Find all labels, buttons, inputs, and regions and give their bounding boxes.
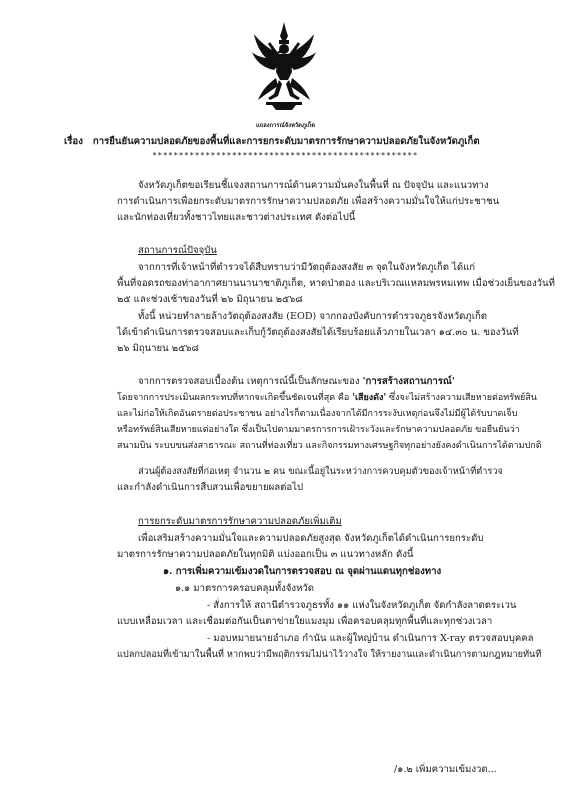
paragraph-line: และไม่ก่อให้เกิดอันตรายต่อประชาชน อย่างไรก็ตามเนื่องจากได้มีการระงับเหตุก่อนจึงไม่มีผู้ได้รับบาดเจ็บ <box>117 409 518 419</box>
intro-line: จังหวัดภูเก็ตขอเรียนชี้แจงสถานการณ์ด้านความมั่นคงในพื้นที่ ณ ปัจจุบัน และแนวทาง <box>138 180 489 191</box>
list-heading: ๑. การเพิ่มความเข้มงวดในการตรวจสอบ ณ จุดผ่านแดนทุกช่องทาง <box>163 566 442 577</box>
paragraph-text: โดยจากการประเมินผลกระทบที่หากจะเกิดขึ้นชัดเจนที่สุด คือ <box>117 393 353 403</box>
bullet-line: - สั่งการให้ สถานีตำรวจภูธรทั้ง ๑๑ แห่งในจังหวัดภูเก็ต จัดกำลังลาดตระเวน <box>207 600 517 611</box>
section-heading: การยกระดับมาตรการรักษาความปลอดภัยเพิ่มเติม <box>138 516 342 527</box>
paragraph-line: ส่วนผู้ต้องสงสัยที่ก่อเหตุ จำนวน ๒ คน ขณะนี้อยู่ในระหว่างการควบคุมตัวของเจ้าหน้าที่ตำรวจ <box>138 466 503 477</box>
subject-text: การยืนยันความปลอดภัยของพื้นที่และการยกระดับมาตรการรักษาความปลอดภัยในจังหวัดภูเก็ต <box>92 136 480 147</box>
paragraph-line: สนามบิน ระบบขนส่งสาธารณะ สถานที่ท่องเที่ยว และกิจกรรมทางเศรษฐกิจทุกอย่างยังคงดำเนินการได้ตามปกติ <box>117 441 542 451</box>
paragraph-line: ๒๖ มิถุนายน ๒๕๖๘ <box>117 343 199 354</box>
paragraph-line: ได้เข้าดำเนินการตรวจสอบและเก็บกู้วัตถุต้องสงสัยได้เรียบร้อยแล้วภายในเวลา ๑๔.๓๐ น. ของวันที่ <box>117 327 519 338</box>
separator: ************************************************** <box>152 151 418 160</box>
paragraph-line <box>117 392 537 404</box>
bullet-line: - มอบหมายนายอำเภอ กำนัน และผู้ใหญ่บ้าน ดำเนินการ X-ray ตรวจสอบบุคคล <box>207 633 534 644</box>
intro-line: การดำเนินการเพื่อยกระดับมาตรการรักษาความปลอดภัย เพื่อสร้างความมั่นใจให้แก่ประชาชน <box>117 196 500 207</box>
subject-line <box>64 136 480 148</box>
paragraph-line: ๒๕ และช่วงเช้าของวันที่ ๒๖ มิถุนายน ๒๕๖๘ <box>117 294 303 305</box>
bullet-line: แปลกปลอมที่เข้ามาในพื้นที่ หากพบว่ามีพฤติกรรมไม่น่าไว้วางใจ ให้รายงานและดำเนินการตามกฎหมายทันที <box>117 649 542 660</box>
paragraph-line: ทั้งนี้ หน่วยทำลายล้างวัตถุต้องสงสัย (EOD) จากกองบังคับการตำรวจภูธรจังหวัดภูเก็ต <box>138 311 488 322</box>
list-subheading: ๑.๑ มาตรการครอบคลุมทั้งจังหวัด <box>175 583 315 594</box>
emphasis-text: 'การสร้างสถานการณ์' <box>362 376 455 387</box>
paragraph-line: และกำลังดำเนินการสืบสวนเพื่อขยายผลต่อไป <box>117 482 304 493</box>
paragraph-line: จากการที่เจ้าหน้าที่ตำรวจได้สืบทราบว่ามีวัตถุต้องสงสัย ๓ จุดในจังหวัดภูเก็ต ได้แก่ <box>138 262 476 273</box>
paragraph-line: มาตรการรักษาความปลอดภัยในทุกมิติ แบ่งออกเป็น ๓ แนวทางหลัก ดังนี้ <box>117 549 414 560</box>
bullet-line: แบบเหลื่อมเวลา และเชื่อมต่อกันเป็นตาข่ายใยแมงมุม เพื่อครอบคลุมทุกพื้นที่และทุกช่วงเวลา <box>117 616 493 627</box>
paragraph-text: จากการตรวจสอบเบื้องต้น เหตุการณ์นี้เป็นลักษณะของ <box>138 376 363 387</box>
intro-line: และนักท่องเที่ยวทั้งชาวไทยและชาวต่างประเทศ ดังต่อไปนี้ <box>117 212 356 223</box>
section-heading: สถานการณ์ปัจจุบัน <box>138 245 217 256</box>
paragraph-line: เพื่อเสริมสร้างความมั่นใจและความปลอดภัยสูงสุด จังหวัดภูเก็ตได้ดำเนินการยกระดับ <box>138 533 484 544</box>
paragraph-line: พื้นที่จอดรถของท่าอากาศยานนานาชาติภูเก็ต, หาดป่าตอง และบริเวณแหลมพรหมเทพ เมื่อช่วงเย็นของวันที่ <box>117 278 555 289</box>
garuda-emblem-icon <box>250 20 318 112</box>
subject-label: เรื่อง <box>64 136 83 147</box>
continuation-note: /๑.๒ เพิ่มความเข้มงวด... <box>394 764 497 775</box>
announcement-issuer: แถลงการณ์จังหวัดภูเก็ต <box>255 123 316 129</box>
paragraph-line: หรือทรัพย์สินเสียหายแต่อย่างใด ซึ่งเป็นไปตามมาตรการการเฝ้าระวังและรักษาความปลอดภัย ขอยืนยันว่า <box>117 425 520 435</box>
emphasis-text: 'เสียงดัง' <box>352 393 387 403</box>
paragraph-line <box>138 376 455 388</box>
paragraph-text: ซึ่งจะไม่สร้างความเสียหายต่อทรัพย์สิน <box>386 393 537 403</box>
